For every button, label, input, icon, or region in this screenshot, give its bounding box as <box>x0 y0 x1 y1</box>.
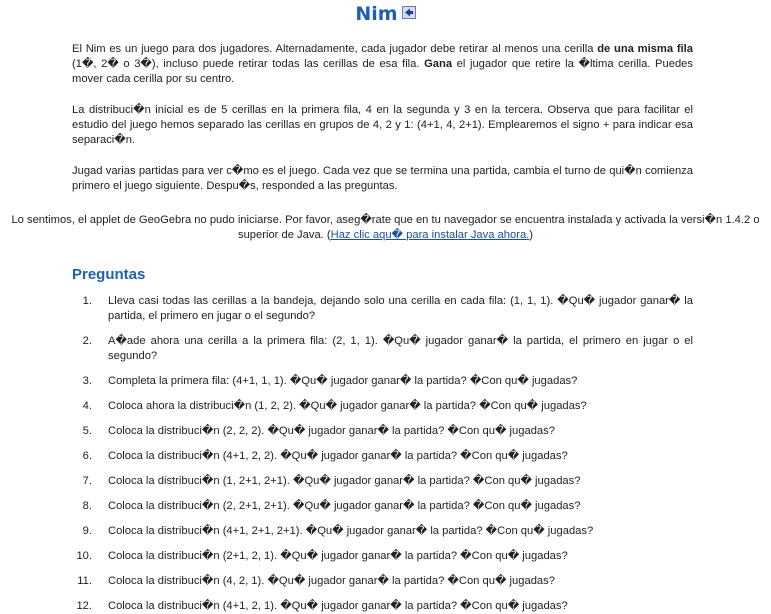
applet-error-message <box>0 213 771 243</box>
question-number: 12. <box>76 600 92 612</box>
question-number: 11. <box>77 575 92 587</box>
back-arrow-icon[interactable] <box>402 6 416 19</box>
install-java-link[interactable]: Haz clic aqu� para instalar Java ahora. <box>330 229 530 241</box>
intro-bold-text: Gana <box>424 58 453 70</box>
page-title: Nim <box>355 3 398 25</box>
question-number: 3. <box>82 375 92 387</box>
question-number: 5. <box>82 425 92 437</box>
intro-bold-text: de una misma fila <box>597 43 693 55</box>
question-item <box>72 524 693 539</box>
intro-text: El Nim es un juego para dos jugadores. Alternadamente, cada jugador debe retirar al menos una cerilla <box>72 43 598 55</box>
question-text: Coloca la distribuci�n (1, 2+1, 2+1). �Qu� jugador ganar� la partida? �Con qu� jugadas? <box>108 475 581 487</box>
question-number: 7. <box>82 475 92 487</box>
questions-list <box>72 294 693 614</box>
question-text: Coloca ahora la distribuci�n (1, 2, 2). �Qu� jugador ganar� la partida? �Con qu� jugadas? <box>108 400 587 412</box>
intro-paragraph-1 <box>72 42 693 87</box>
question-text: Coloca la distribuci�n (2, 2+1, 2+1). �Qu� jugador ganar� la partida? �Con qu� jugadas? <box>108 500 581 512</box>
question-number: 9. <box>82 525 92 537</box>
question-number: 6. <box>82 450 92 462</box>
question-text: Coloca la distribuci�n (4+1, 2, 1). �Qu� jugador ganar� la partida? �Con qu� jugadas? <box>108 600 568 612</box>
question-item <box>72 599 693 614</box>
question-text: Completa la primera fila: (4+1, 1, 1). �Qu� jugador ganar� la partida? �Con qu� jugadas? <box>108 375 578 387</box>
intro-paragraph-3: Jugad varias partidas para ver c�mo es el juego. Cada vez que se termina una partida, cambia el turno de qui�n comienza primero el juego siguiente. Despu�s, responded a las preguntas. <box>72 165 693 192</box>
question-number: 1. <box>82 295 92 307</box>
intro-text: el jugador que retire la �ltima cerilla. Puedes mover cada cerilla por su centro. <box>72 58 694 85</box>
question-item <box>72 549 693 564</box>
question-item <box>72 449 693 464</box>
question-text: Coloca la distribuci�n (2, 2, 2). �Qu� jugador ganar� la partida? �Con qu� jugadas? <box>108 425 555 437</box>
intro-text: (1�, 2� o 3�), incluso puede retirar todas las cerillas de esa fila. <box>72 58 425 70</box>
question-text: A�ade ahora una cerilla a la primera fila: (2, 1, 1). �Qu� jugador ganar� la partida, el primero en jugar o el segundo? <box>108 335 693 362</box>
question-text: Coloca la distribuci�n (2+1, 2, 1). �Qu� jugador ganar� la partida? �Con qu� jugadas? <box>108 550 568 562</box>
question-item <box>72 574 693 589</box>
applet-error-close: ) <box>529 229 534 241</box>
question-number: 4. <box>82 400 92 412</box>
question-item <box>72 399 693 414</box>
question-number: 2. <box>82 335 92 347</box>
intro-paragraph-2: La distribuci�n inicial es de 5 cerillas en la primera fila, 4 en la segunda y 3 en la tercera. Observa que para facilitar el estudio del juego hemos separado las cerillas en grupos de 4, 2 y 1: (4+1, 4, 2+1). Emplearemos el signo + para indicar esa separaci�n. <box>72 104 693 146</box>
question-item <box>72 374 693 389</box>
question-item <box>72 294 693 324</box>
question-text: Lleva casi todas las cerillas a la bandeja, dejando solo una cerilla en cada fila: (1, 1, 1). �Qu� jugador ganar� la partida, el primero en jugar o el segundo? <box>108 295 693 322</box>
question-number: 8. <box>82 500 92 512</box>
question-text: Coloca la distribuci�n (4+1, 2+1, 2+1). �Qu� jugador ganar� la partida? �Con qu� jugadas? <box>108 525 594 537</box>
question-item <box>72 474 693 489</box>
question-item <box>72 334 693 364</box>
applet-error-text: Lo sentimos, el applet de GeoGebra no pudo iniciarse. Por favor, aseg�rate que en tu navegador se encuentra instalada y activada la versi�n 1.4.2 o superior de Java. ( <box>11 214 760 241</box>
section-title: Preguntas <box>72 266 146 283</box>
question-item <box>72 424 693 439</box>
question-number: 10. <box>76 550 92 562</box>
question-text: Coloca la distribuci�n (4+1, 2, 2). �Qu� jugador ganar� la partida? �Con qu� jugadas? <box>108 450 568 462</box>
question-item <box>72 499 693 514</box>
question-text: Coloca la distribuci�n (4, 2, 1). �Qu� jugador ganar� la partida? �Con qu� jugadas? <box>108 575 555 587</box>
header <box>0 3 771 29</box>
